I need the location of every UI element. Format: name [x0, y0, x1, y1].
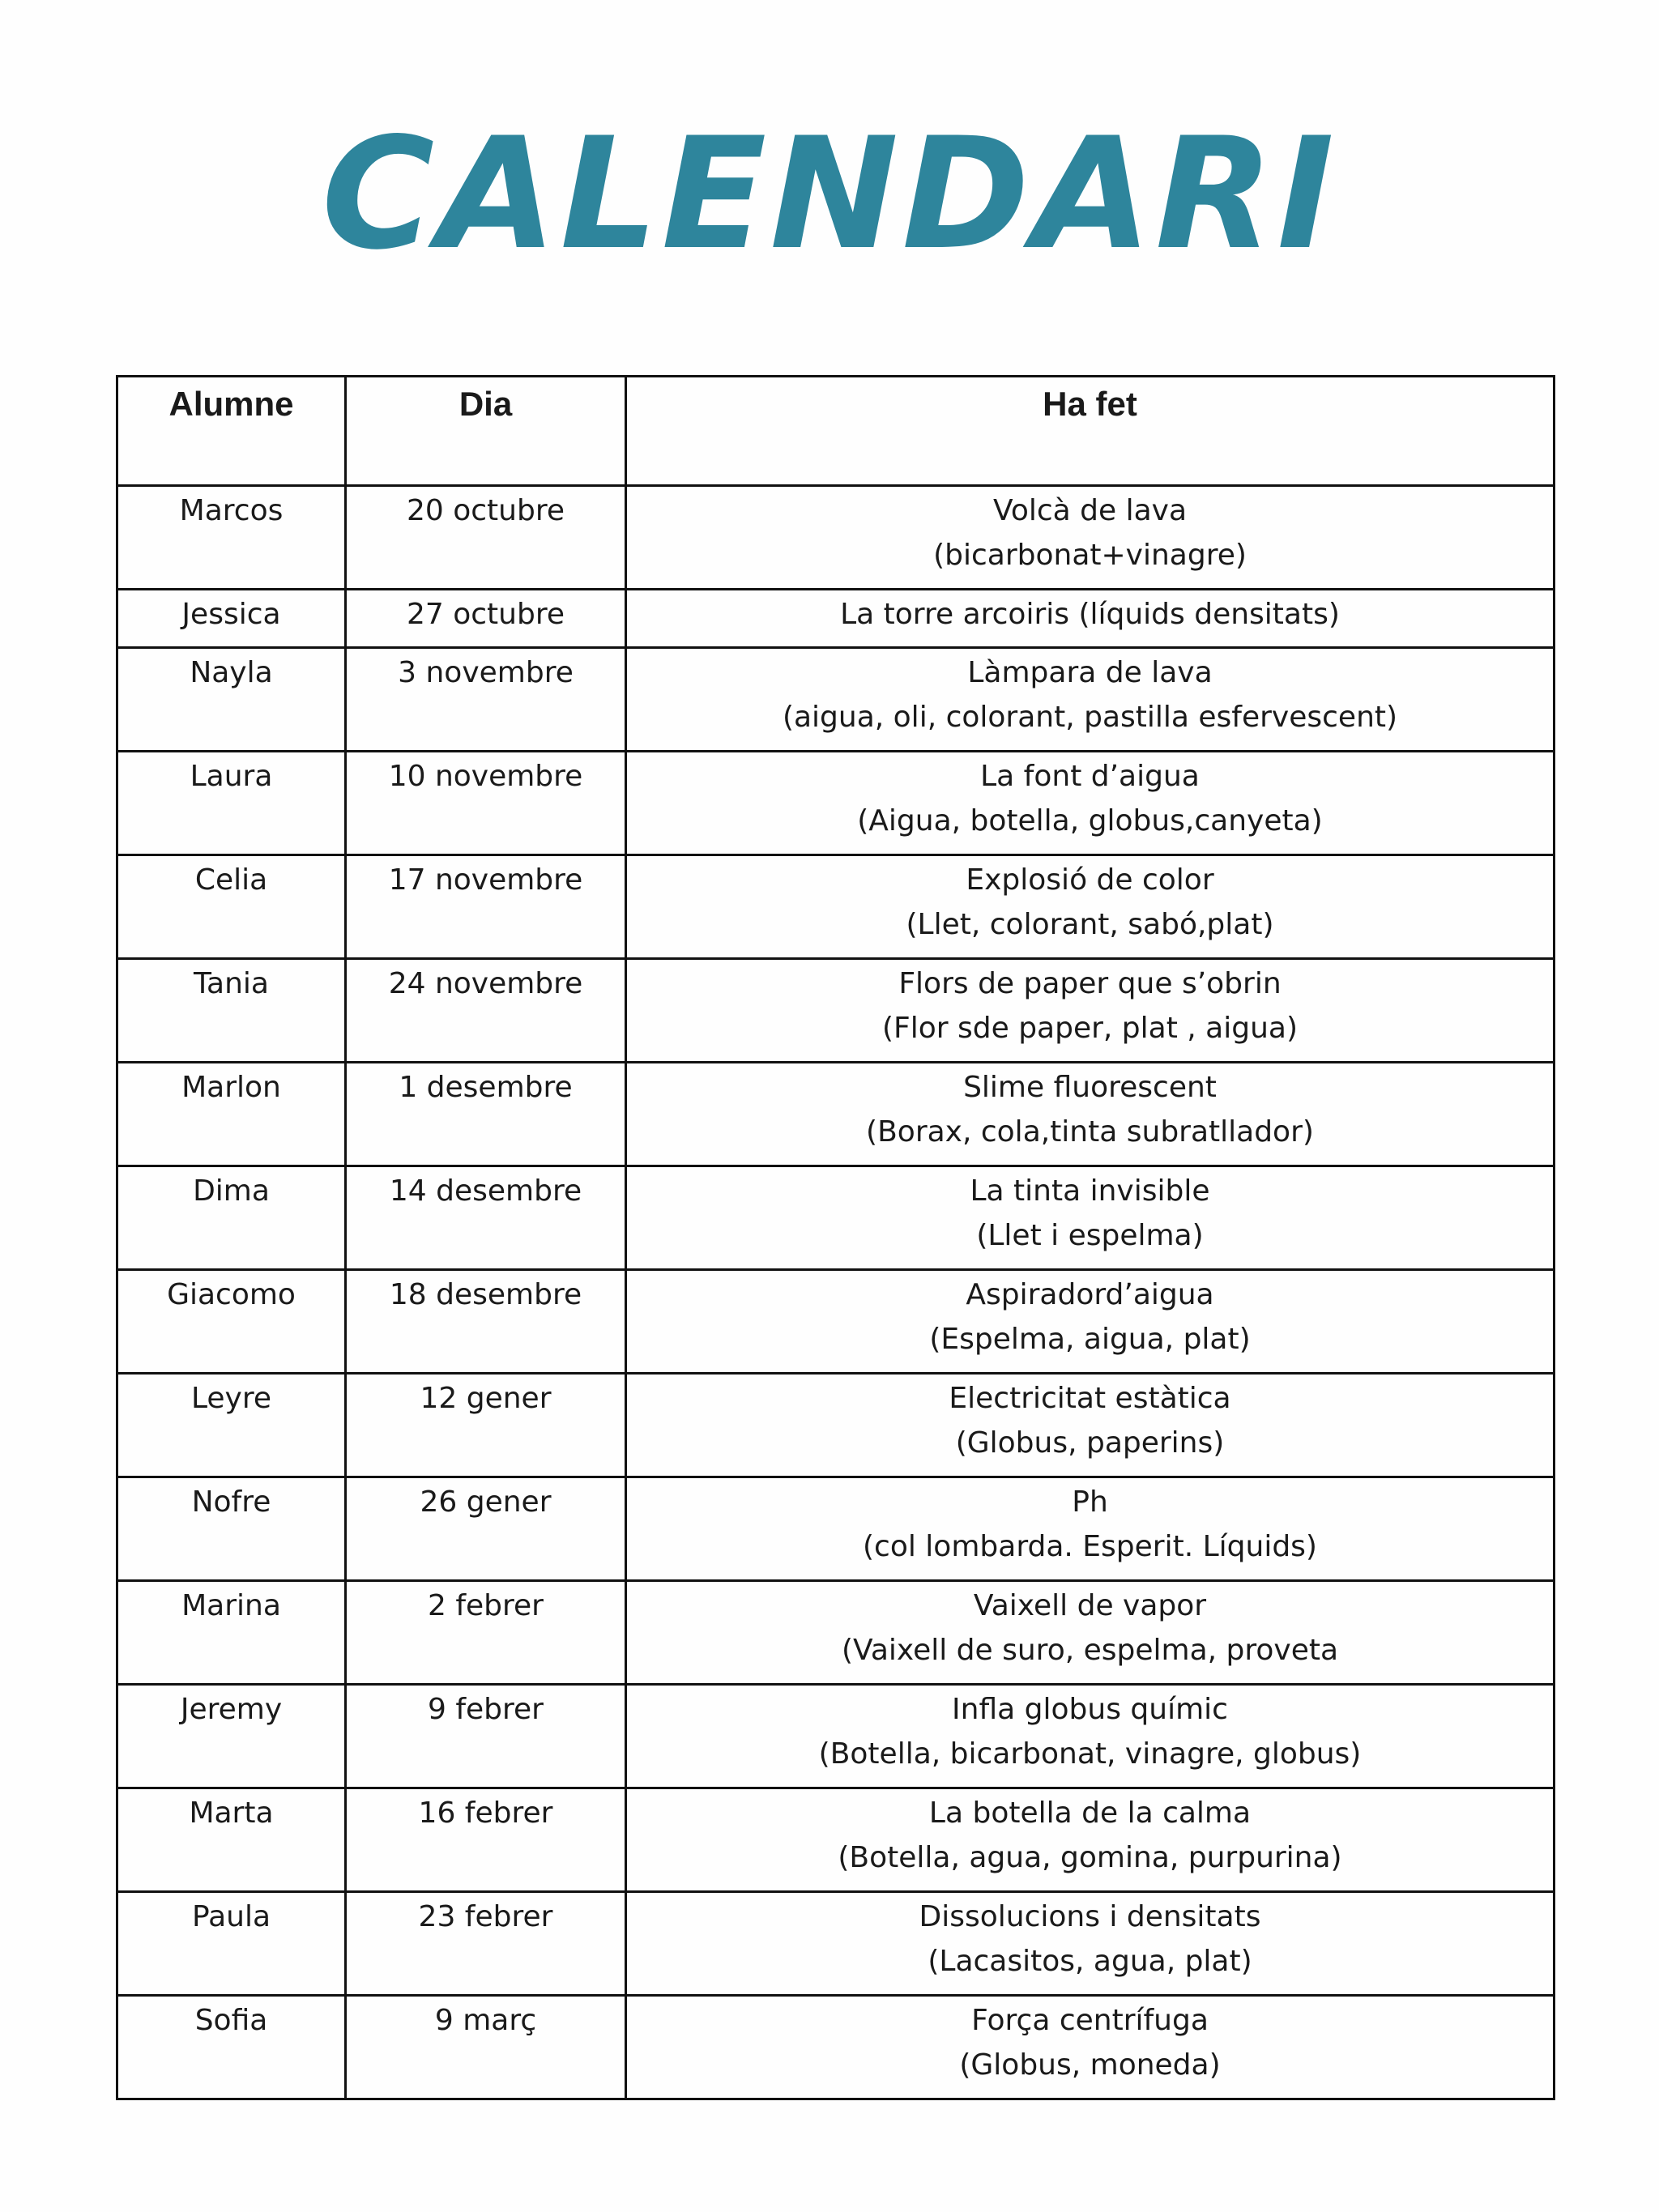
cell-ha-fet	[626, 486, 1555, 590]
cell-alumne: Nofre	[117, 1477, 346, 1581]
cell-dia: 3 novembre	[346, 648, 626, 752]
activity-title: Slime fluorescent	[963, 1071, 1217, 1104]
activity-materials: (Globus, paperins)	[955, 1426, 1225, 1460]
table-row	[117, 1685, 1555, 1788]
cell-ha-fet	[626, 1996, 1555, 2099]
table-header-row	[117, 377, 1555, 486]
cell-ha-fet	[626, 1270, 1555, 1374]
cell-dia: 20 octubre	[346, 486, 626, 590]
activity-title: La torre arcoiris (líquids densitats)	[840, 598, 1340, 631]
cell-alumne: Sofia	[117, 1996, 346, 2099]
table-row	[117, 855, 1555, 959]
cell-ha-fet	[626, 1063, 1555, 1166]
table-row	[117, 959, 1555, 1063]
cell-ha-fet	[626, 1788, 1555, 1892]
cell-alumne: Laura	[117, 752, 346, 855]
cell-alumne: Nayla	[117, 648, 346, 752]
cell-ha-fet	[626, 752, 1555, 855]
column-header-ha-fet: Ha fet	[626, 377, 1555, 486]
table-row	[117, 1996, 1555, 2099]
table-body	[117, 486, 1555, 2099]
activity-title: Làmpara de lava	[967, 656, 1213, 689]
activity-materials: (Borax, cola,tinta subratllador)	[866, 1115, 1314, 1149]
cell-ha-fet	[626, 648, 1555, 752]
activity-title: La tinta invisible	[970, 1174, 1210, 1208]
cell-dia: 16 febrer	[346, 1788, 626, 1892]
table-row	[117, 1063, 1555, 1166]
activity-materials: (Lacasitos, agua, plat)	[928, 1945, 1252, 1978]
cell-ha-fet	[626, 1581, 1555, 1685]
activity-title: Flors de paper que s’obrin	[898, 967, 1282, 1000]
cell-dia: 12 gener	[346, 1374, 626, 1477]
activity-materials: (Flor sde paper, plat , aigua)	[881, 1012, 1299, 1045]
activity-title: Dissolucions i densitats	[919, 1900, 1261, 1933]
cell-dia: 9 febrer	[346, 1685, 626, 1788]
cell-alumne: Marlon	[117, 1063, 346, 1166]
cell-dia: 2 febrer	[346, 1581, 626, 1685]
cell-dia: 14 desembre	[346, 1166, 626, 1270]
activity-materials: (Llet, colorant, sabó,plat)	[906, 908, 1274, 941]
activity-materials: (col lombarda. Esperit. Líquids)	[863, 1530, 1317, 1563]
table-row	[117, 1166, 1555, 1270]
cell-alumne: Tania	[117, 959, 346, 1063]
cell-ha-fet	[626, 1374, 1555, 1477]
cell-alumne: Giacomo	[117, 1270, 346, 1374]
cell-dia: 9 març	[346, 1996, 626, 2099]
table-row	[117, 1892, 1555, 1996]
cell-ha-fet	[626, 1685, 1555, 1788]
cell-alumne: Marina	[117, 1581, 346, 1685]
activity-title: Vaixell de vapor	[973, 1589, 1207, 1622]
activity-title: Infla globus químic	[952, 1693, 1228, 1726]
activity-materials: (bicarbonat+vinagre)	[933, 539, 1247, 572]
calendar-table	[116, 375, 1555, 2100]
cell-dia: 23 febrer	[346, 1892, 626, 1996]
activity-title: La botella de la calma	[928, 1796, 1252, 1830]
cell-alumne: Marta	[117, 1788, 346, 1892]
activity-materials: (Llet i espelma)	[976, 1219, 1204, 1252]
activity-title: Volcà de lava	[992, 494, 1188, 527]
column-header-dia: Dia	[346, 377, 626, 486]
cell-ha-fet	[626, 959, 1555, 1063]
activity-materials: (aigua, oli, colorant, pastilla esfervescent)	[782, 701, 1398, 734]
activity-materials: (Botella, agua, gomina, purpurina)	[838, 1841, 1342, 1874]
cell-alumne: Jessica	[117, 590, 346, 648]
table-row	[117, 486, 1555, 590]
table-row	[117, 1477, 1555, 1581]
cell-dia: 10 novembre	[346, 752, 626, 855]
activity-title: Força centrífuga	[971, 2004, 1209, 2037]
column-header-alumne: Alumne	[117, 377, 346, 486]
cell-alumne: Jeremy	[117, 1685, 346, 1788]
page-title: CALENDARI	[321, 104, 1338, 283]
activity-materials: (Aigua, botella, globus,canyeta)	[857, 804, 1323, 837]
activity-materials: (Espelma, aigua, plat)	[929, 1323, 1251, 1356]
activity-materials: (Botella, bicarbonat, vinagre, globus)	[818, 1737, 1362, 1771]
cell-dia: 26 gener	[346, 1477, 626, 1581]
activity-title: Aspiradord’aigua	[966, 1278, 1214, 1311]
cell-ha-fet	[626, 855, 1555, 959]
table-row	[117, 1581, 1555, 1685]
cell-alumne: Marcos	[117, 486, 346, 590]
activity-title: Ph	[1072, 1485, 1108, 1519]
cell-ha-fet	[626, 1166, 1555, 1270]
cell-ha-fet	[626, 1477, 1555, 1581]
table-row	[117, 1374, 1555, 1477]
cell-dia: 18 desembre	[346, 1270, 626, 1374]
cell-alumne: Paula	[117, 1892, 346, 1996]
cell-alumne: Dima	[117, 1166, 346, 1270]
table-row	[117, 752, 1555, 855]
activity-title: La font d’aigua	[980, 760, 1200, 793]
table-row	[117, 590, 1555, 648]
activity-materials: (Vaixell de suro, espelma, proveta	[841, 1634, 1339, 1667]
cell-ha-fet	[626, 1892, 1555, 1996]
table-row	[117, 648, 1555, 752]
activity-title: Electricitat estàtica	[949, 1382, 1231, 1415]
cell-ha-fet	[626, 590, 1555, 648]
activity-title: Explosió de color	[966, 863, 1214, 897]
cell-alumne: Leyre	[117, 1374, 346, 1477]
cell-dia: 27 octubre	[346, 590, 626, 648]
cell-alumne: Celia	[117, 855, 346, 959]
activity-materials: (Globus, moneda)	[959, 2048, 1221, 2082]
table-row	[117, 1788, 1555, 1892]
cell-dia: 1 desembre	[346, 1063, 626, 1166]
cell-dia: 17 novembre	[346, 855, 626, 959]
table-row	[117, 1270, 1555, 1374]
cell-dia: 24 novembre	[346, 959, 626, 1063]
